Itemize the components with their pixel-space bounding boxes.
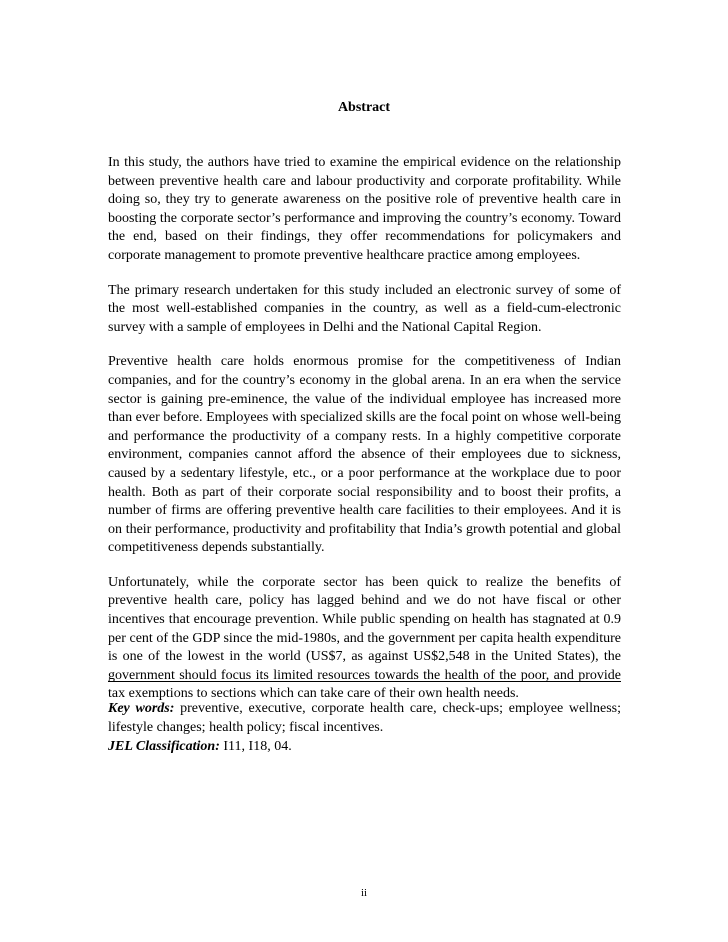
abstract-paragraph: Unfortunately, while the corporate sector has been quick to realize the benefits of preventive health care, policy has lagged behind and we do not have fiscal or other incentives that encourage prevention. While public spending on health has stagnated at 0.9 per cent of the GDP since the mid-1980s, and the government per capita health expenditure is one of the lowest in the world (US$7, as against US$2,548 in the United States), the government should focus its limited resources towards the health of the poor, and provide tax exemptions to sections which can take care of their own health needs.	[108, 574, 621, 702]
keywords-line	[108, 699, 621, 737]
keywords-label: Key words:	[108, 701, 175, 716]
abstract-paragraph: In this study, the authors have tried to examine the empirical evidence on the relationship between preventive health care and labour productivity and corporate profitability. While doing so, they try to generate awareness on the positive role of preventive health care in boosting the corporate sector’s performance and improving the country’s economy. Toward the end, based on their findings, they offer recommendations for policymakers and corporate management to promote preventive healthcare practice among employees.	[108, 155, 621, 263]
keywords-section	[108, 699, 621, 756]
abstract-heading: Abstract	[337, 100, 391, 115]
abstract-paragraph: Preventive health care holds enormous promise for the competitiveness of Indian companies, and for the country’s economy in the global arena. In an era when the service sector is gaining pre-eminence, the value of the individual employee has increased more than ever before. Employees with specialized skills are the focal point on whose well-being and performance the productivity of a company rests. In a highly competitive corporate environment, companies cannot afford the absence of their employees due to sickness, caused by a sedentary lifestyle, etc., or a poor performance at the workplace due to poor health. Both as part of their corporate social responsibility and to boost their profits, a number of firms are offering preventive health care facilities to their employees. And it is on their performance, productivity and profitability that India’s growth potential and global competitiveness depends substantially.	[108, 354, 621, 556]
horizontal-divider	[108, 681, 621, 682]
abstract-body	[108, 154, 621, 720]
jel-text: I11, I18, 04.	[223, 739, 292, 754]
page-number: ii	[360, 887, 368, 899]
keywords-text: preventive, executive, corporate health care, check-ups; employee wellness; lifestyle changes; health policy; fiscal incentives.	[108, 701, 622, 735]
abstract-paragraph: The primary research undertaken for this study included an electronic survey of some of the most well-established companies in the country, as well as a field-cum-electronic survey with a sample of employees in Delhi and the National Capital Region.	[108, 282, 621, 335]
jel-label: JEL Classification:	[108, 739, 220, 754]
jel-line	[108, 737, 621, 756]
